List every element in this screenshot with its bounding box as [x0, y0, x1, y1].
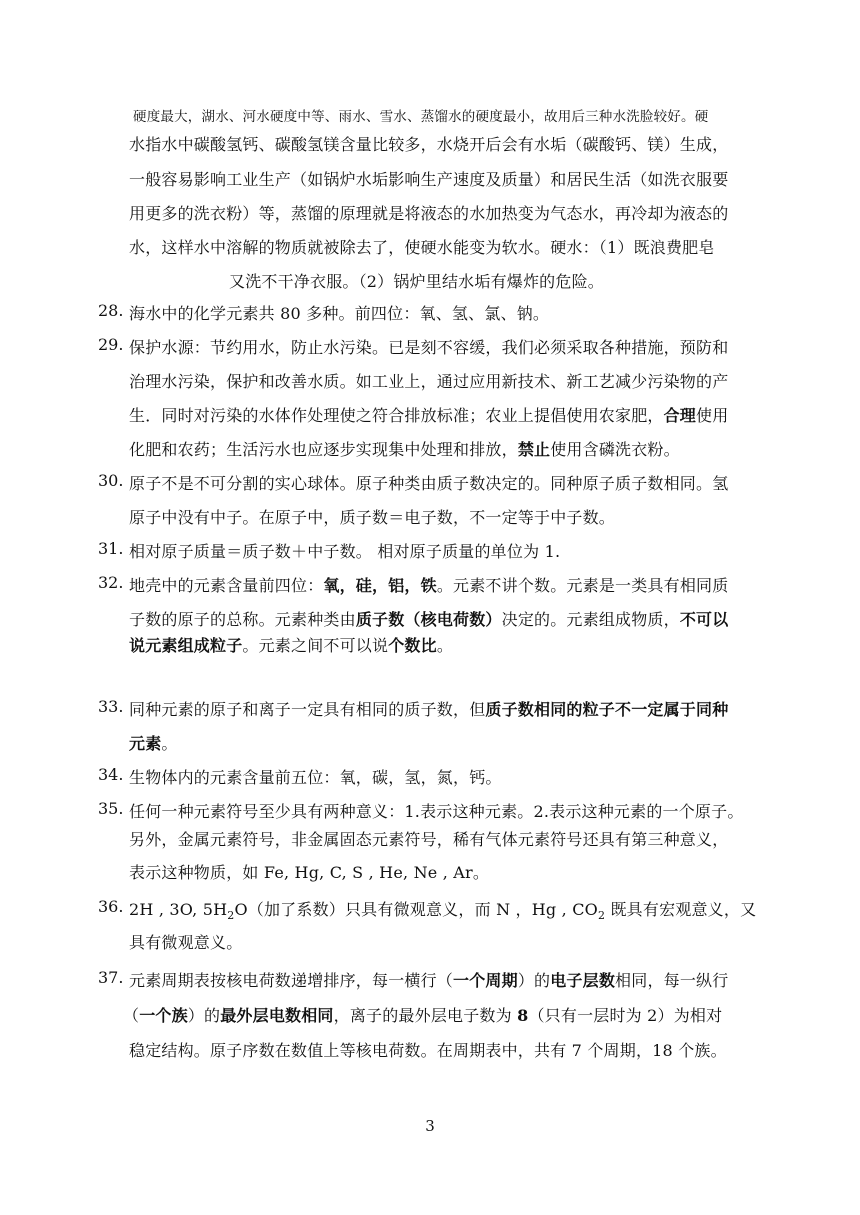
page-number: 3 — [425, 1117, 435, 1135]
item-text: 地壳中的元素含量前四位：氧，硅，铝，铁。元素不讲个数。元素是一类具有相同质 — [129, 576, 729, 595]
item-text: （一个族）的最外层电数相同，离子的最外层电子数为 8（只有一层时为 2）为相对 — [123, 1006, 723, 1025]
item-text: 表示这种物质，如 Fe, Hg, C, S , He, Ne , Ar。 — [129, 863, 490, 882]
item-number: 29. — [98, 335, 124, 354]
item-number: 31. — [98, 539, 124, 558]
item-number: 28. — [98, 301, 124, 320]
item-number: 30. — [98, 471, 124, 490]
item-number: 36. — [98, 897, 124, 916]
text-line: 硬度最大，湖水、河水硬度中等、雨水、雪水、蒸馏水的硬度最小，故用后三种水洗脸较好。硬 — [133, 109, 709, 125]
item-number: 37. — [98, 968, 124, 987]
text-line: 用更多的洗衣粉）等，蒸馏的原理就是将液态的水加热变为气态水，再冷却为液态的 — [129, 204, 729, 223]
item-text: 生．同时对污染的水体作处理使之符合排放标准；农业上提倡使用农家肥，合理使用 — [129, 406, 729, 425]
text-line: 一般容易影响工业生产（如锅炉水垢影响生产速度及质量）和居民生活（如洗衣服要 — [129, 170, 729, 189]
item-text: 同种元素的原子和离子一定具有相同的质子数，但质子数相同的粒子不一定属于同种 — [129, 700, 729, 719]
item-text: 化肥和农药；生活污水也应逐步实现集中处理和排放，禁止使用含磷洗衣粉。 — [129, 440, 680, 459]
item-text: 说元素组成粒子。元素之间不可以说个数比。 — [129, 636, 454, 655]
item-text: 海水中的化学元素共 80 多种。前四位：氧、氢、氯、钠。 — [129, 304, 550, 323]
item-text: 相对原子质量＝质子数＋中子数。 相对原子质量的单位为 1. — [129, 542, 561, 561]
item-text: 具有微观意义。 — [129, 933, 243, 952]
item-text: 生物体内的元素含量前五位：氧，碳，氢，氮，钙。 — [129, 768, 502, 787]
text-line: 水指水中碳酸氢钙、碳酸氢镁含量比较多，水烧开后会有水垢（碳酸钙、镁）生成， — [129, 135, 729, 154]
item-number: 35. — [98, 799, 124, 818]
item-text: 原子不是不可分割的实心球体。原子种类由质子数决定的。同种原子质子数相同。氢 — [129, 474, 729, 493]
item-text: 元素周期表按核电荷数递增排序，每一横行（一个周期）的电子层数相同，每一纵行 — [129, 971, 729, 990]
text-line: 又洗不干净衣服。（2）锅炉里结水垢有爆炸的危险。 — [229, 272, 604, 291]
item-text: 2H , 3O, $5H_2O$（加了系数）只具有微观意义，而 N ，Hg , $CO_2$ 既具有宏观意义，又 — [129, 900, 757, 923]
item-number: 34. — [98, 765, 124, 784]
item-text: 稳定结构。原子序数在数值上等核电荷数。在周期表中，共有 7 个周期，18 个族。 — [129, 1041, 727, 1060]
item-text: 子数的原子的总称。元素种类由质子数（核电荷数）决定的。元素组成物质，不可以 — [129, 610, 729, 629]
item-number: 33. — [98, 697, 124, 716]
item-text: 元素。 — [129, 734, 178, 753]
item-text: 原子中没有中子。在原子中，质子数＝电子数，不一定等于中子数。 — [129, 508, 616, 527]
item-text: 保护水源：节约用水，防止水污染。已是刻不容缓，我们必须采取各种措施，预防和 — [129, 338, 729, 357]
item-number: 32. — [98, 573, 124, 592]
item-text: 任何一种元素符号至少具有两种意义：1.表示这种元素。2.表示这种元素的一个原子。 — [129, 802, 744, 821]
item-text: 另外，金属元素符号，非金属固态元素符号，稀有气体元素符号还具有第三种意义， — [129, 830, 729, 849]
item-text: 治理水污染，保护和改善水质。如工业上，通过应用新技术、新工艺减少污染物的产 — [129, 372, 729, 391]
text-line: 水，这样水中溶解的物质就被除去了，使硬水能变为软水。硬水：（1）既浪费肥皂 — [129, 238, 715, 257]
